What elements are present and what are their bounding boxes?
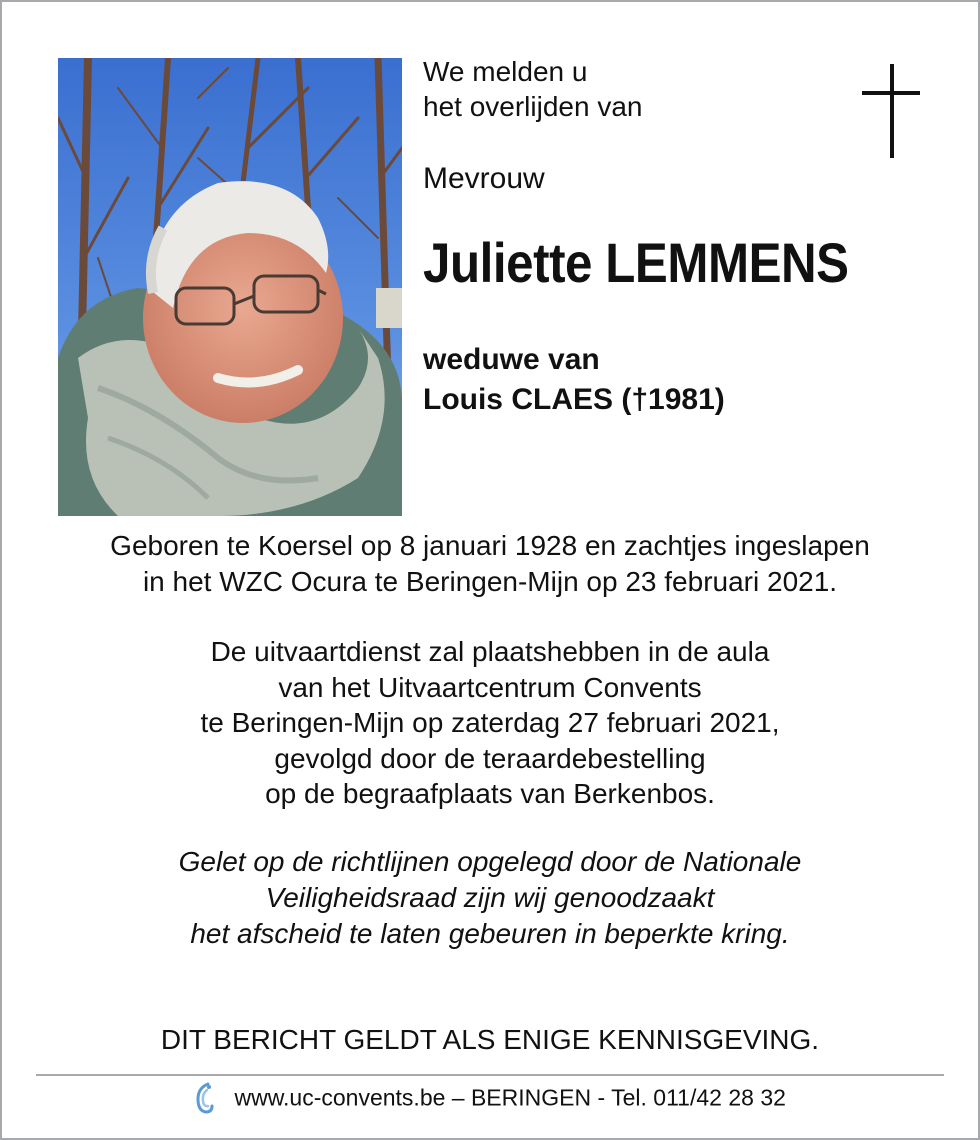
intro-line-1: We melden u — [423, 56, 588, 87]
deceased-title: Mevrouw — [423, 162, 545, 195]
closing-statement: DIT BERICHT GELDT ALS ENIGE KENNISGEVING. — [160, 1024, 820, 1055]
intro-line-2: het overlijden van — [423, 91, 643, 122]
footer-divider — [36, 1074, 944, 1076]
funeral-paragraph — [0, 634, 980, 812]
funeral-line-5: op de begraafplaats van Berkenbos. — [265, 778, 715, 809]
deceased-name: Juliette LEMMENS — [423, 231, 849, 294]
notice-line-2: Veiligheidsraad zijn wij genoodzaakt — [265, 882, 715, 913]
funeral-line-4: gevolgd door de teraardebestelling — [274, 742, 706, 774]
announcement-intro — [423, 54, 642, 124]
footer-contact[interactable]: www.uc-convents.be – BERINGEN - Tel. 011/42 28 32 — [234, 1084, 786, 1111]
funeral-line-2: van het Uitvaartcentrum Convents — [278, 671, 702, 703]
notice-line-3: het afscheid te laten gebeuren in beperkte kring. — [190, 918, 790, 949]
spouse-line-2: Louis CLAES (†1981) — [423, 383, 725, 416]
footer — [0, 1082, 980, 1114]
birth-death-paragraph — [0, 528, 980, 600]
birth-line-1: Geboren te Koersel op 8 januari 1928 en zachtjes ingeslapen — [110, 530, 870, 561]
funeral-line-1: De uitvaartdienst zal plaatshebben in de aula — [210, 636, 770, 667]
funeral-line-3: te Beringen-Mijn op zaterdag 27 februari 2021, — [200, 707, 780, 738]
cross-icon — [862, 64, 922, 160]
restriction-notice — [0, 844, 980, 952]
notice-line-1: Gelet op de richtlijnen opgelegd door de Nationale — [178, 846, 802, 877]
spouse-line-1: weduwe van — [423, 343, 600, 376]
birth-line-2: in het WZC Ocura te Beringen-Mijn op 23 februari 2021. — [142, 566, 838, 597]
uc-convents-logo-icon — [194, 1082, 216, 1114]
portrait-photo — [58, 58, 402, 516]
spouse-info — [423, 340, 725, 420]
